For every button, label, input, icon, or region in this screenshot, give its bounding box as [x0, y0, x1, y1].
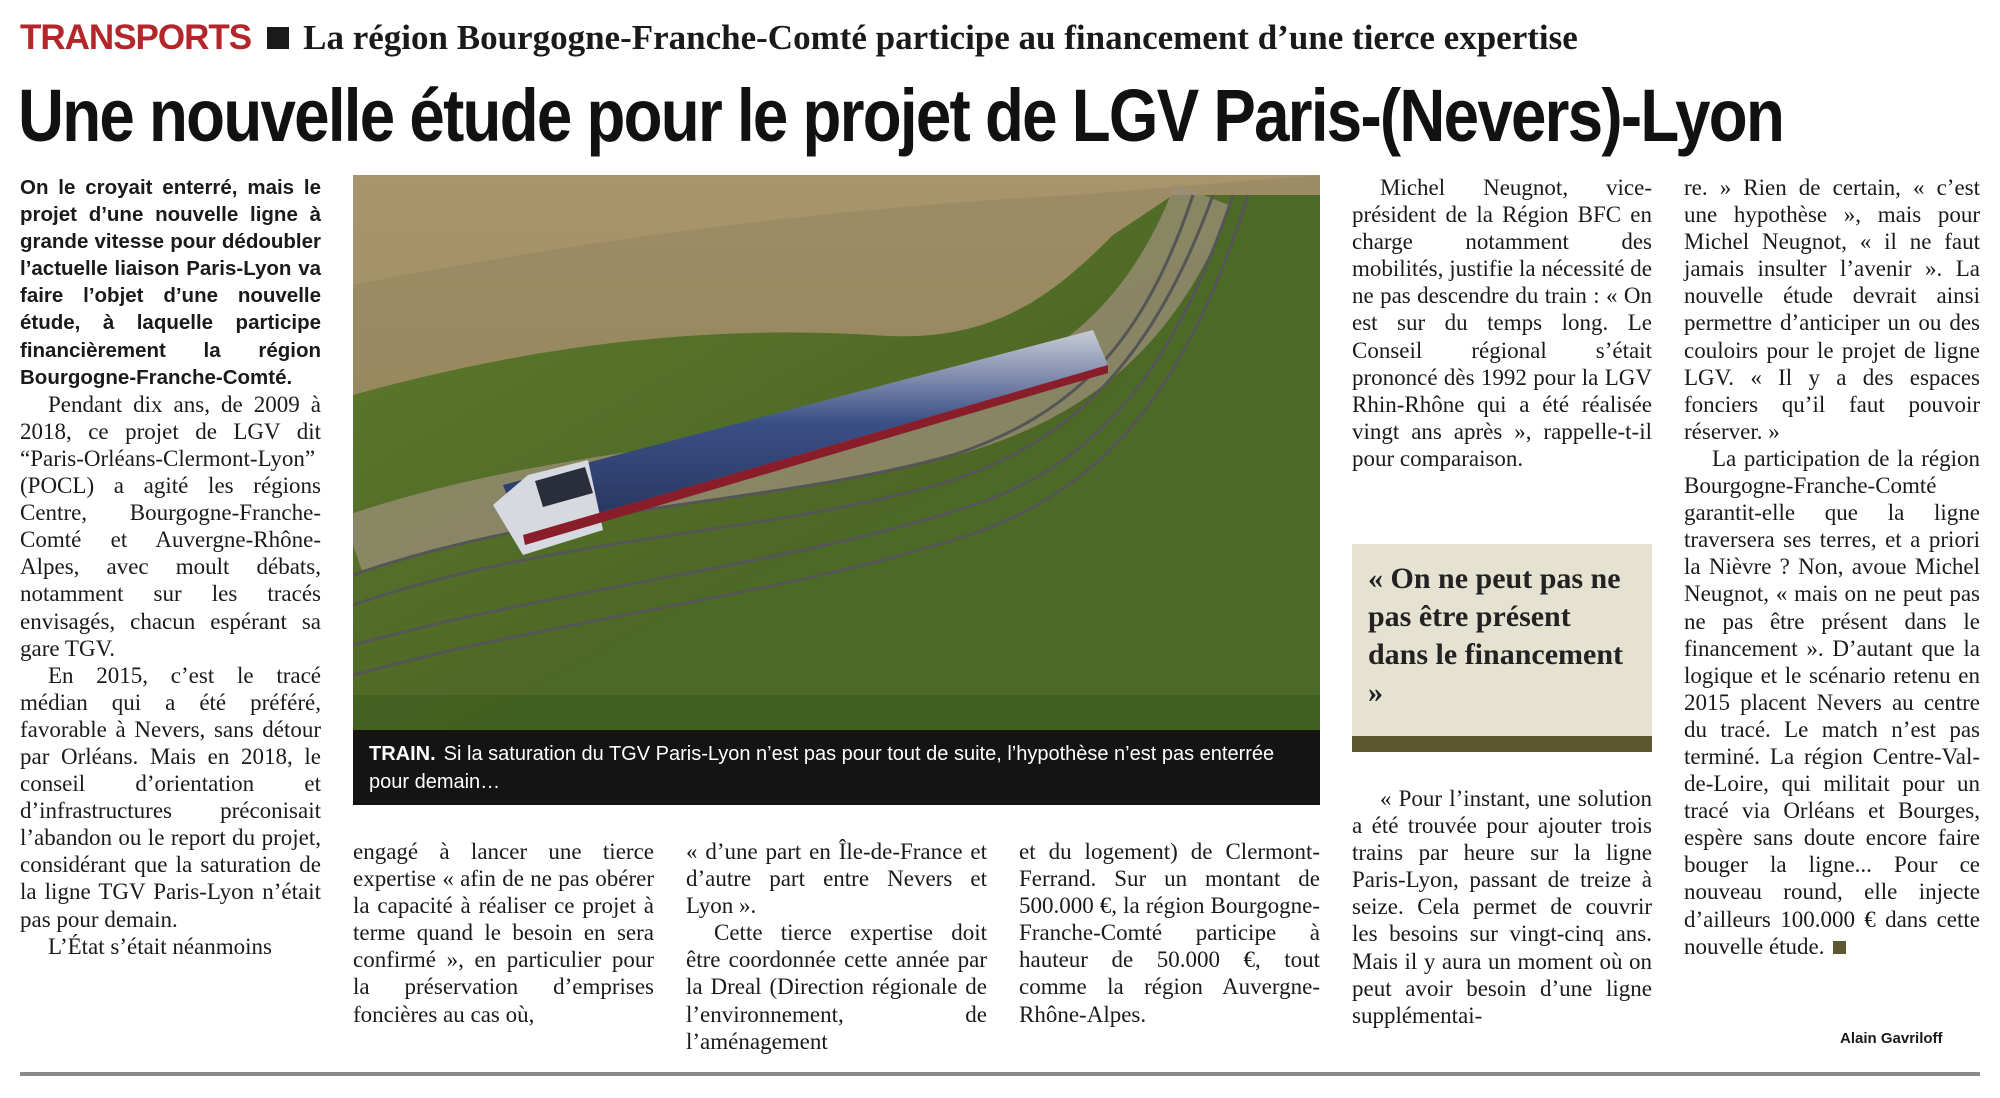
article-subtitle: La région Bourgogne-Franche-Comté participe au financement d’une tierce expertise	[303, 18, 1578, 57]
paragraph	[1684, 445, 1980, 960]
rubric-label: TRANSPORTS	[20, 18, 252, 57]
kicker	[20, 14, 1578, 62]
paragraph: L’État s’était néanmoins	[48, 933, 272, 959]
paragraph: En 2015, c’est le tracé médian qui a été préféré, favorable à Nevers, sans détour par Orléans. Mais en 2018, le conseil d’orientation et d’infrastructures préconisait l’abandon ou le report du projet, considérant que la saturation de la ligne TGV Paris-Lyon n’était pas pour demain.	[20, 662, 321, 932]
column-1	[20, 174, 321, 960]
column-6	[1684, 174, 1980, 960]
square-bullet-icon	[267, 27, 289, 49]
paragraph-text: La participation de la région Bourgogne-Franche-Comté garantit-elle que la ligne traversera ses terres, et a priori la Nièvre ? Non, avoue Michel Neugnot, « mais on ne peut pas ne pas être présent dans le financement ». D’autant que la logique et le scénario retenu en 2015 placent Nevers au centre du tracé. Le match n’est pas terminé. La région Centre-Val-de-Loire, qui militait pour un tracé via Orléans et Bourges, espère sans doute encore faire bouger la ligne... Pour ce nouveau round, elle injecte d’ailleurs 100.000 € dans cette nouvelle étude.	[1684, 445, 1980, 959]
paragraph: et du logement) de Clermont-Ferrand. Sur un montant de 500.000 €, la région Bourgogne-Franche-Comté participe à hauteur de 50.000 €, tout comme la région Auvergne-Rhône-Alpes.	[1019, 839, 1320, 1027]
column-2	[353, 838, 654, 1028]
author-signature: Alain Gavriloff	[1840, 1030, 1943, 1047]
article-headline: Une nouvelle étude pour le projet de LGV Paris-(Nevers)-Lyon	[18, 74, 1784, 157]
article-lead: On le croyait enterré, mais le projet d’une nouvelle ligne à grande vitesse pour dédoubler l’actuelle liaison Paris-Lyon va faire l’objet d’une nouvelle étude, à laquelle participe financièrement la région Bourgogne-Franche-Comté.	[20, 176, 321, 389]
caption-label: TRAIN.	[369, 743, 436, 765]
end-mark-icon	[1833, 941, 1846, 954]
column-3	[686, 838, 987, 1055]
bottom-rule	[20, 1072, 1980, 1076]
column-5-top	[1352, 174, 1652, 472]
tgv-train-image	[353, 175, 1320, 730]
paragraph: re. » Rien de certain, « c’est une hypothèse », mais pour Michel Neugnot, « il ne faut jamais insulter l’avenir ». La nouvelle étude devrait ainsi permettre d’anticiper un ou des couloirs pour le projet de ligne LGV. « Il y a des espaces fonciers qu’il faut pouvoir réserver. »	[1684, 175, 1980, 444]
column-4	[1019, 838, 1320, 1028]
paragraph: engagé à lancer une tierce expertise « afin de ne pas obérer la capacité à réaliser ce projet à terme quand le besoin en sera confirmé », en particulier pour la préservation d’emprises foncières au cas où,	[353, 839, 654, 1027]
caption-text: Si la saturation du TGV Paris-Lyon n’est pas pour tout de suite, l’hypothèse n’est pas enterrée pour demain…	[369, 743, 1275, 793]
photo-caption	[353, 730, 1320, 805]
pull-quote: « On ne peut pas ne pas être présent dans le financement »	[1352, 544, 1652, 752]
paragraph: Pendant dix ans, de 2009 à 2018, ce projet de LGV dit “Paris-Orléans-Clermont-Lyon” (POCL) a agité les régions Centre, Bourgogne-Franche-Comté et Auvergne-Rhône-Alpes, avec moult débats, notamment sur les tracés envisagés, chacun espérant sa gare TGV.	[20, 391, 321, 661]
paragraph: « Pour l’instant, une solution a été trouvée pour ajouter trois trains par heure sur la ligne Paris-Lyon, passant de treize à seize. Cela permet de couvrir les besoins sur vingt-cinq ans. Mais il y aura un moment où on peut avoir besoin d’une ligne supplémentai-	[1352, 786, 1652, 1028]
paragraph: Michel Neugnot, vice-président de la Région BFC en charge notamment des mobilités, justifie la nécessité de ne pas descendre du train : « On est sur du temps long. Le Conseil régional s’était prononcé dès 1992 pour la LGV Rhin-Rhône qui a été réalisée vingt ans après », rappelle-t-il pour comparaison.	[1352, 175, 1652, 471]
paragraph: Cette tierce expertise doit être coordonnée cette année par la Dreal (Direction régionale de l’environnement, de l’aménagement	[686, 920, 987, 1054]
paragraph: « d’une part en Île-de-France et d’autre part entre Nevers et Lyon ».	[686, 839, 987, 919]
train-photo	[353, 175, 1320, 805]
column-5-bottom	[1352, 785, 1652, 1029]
